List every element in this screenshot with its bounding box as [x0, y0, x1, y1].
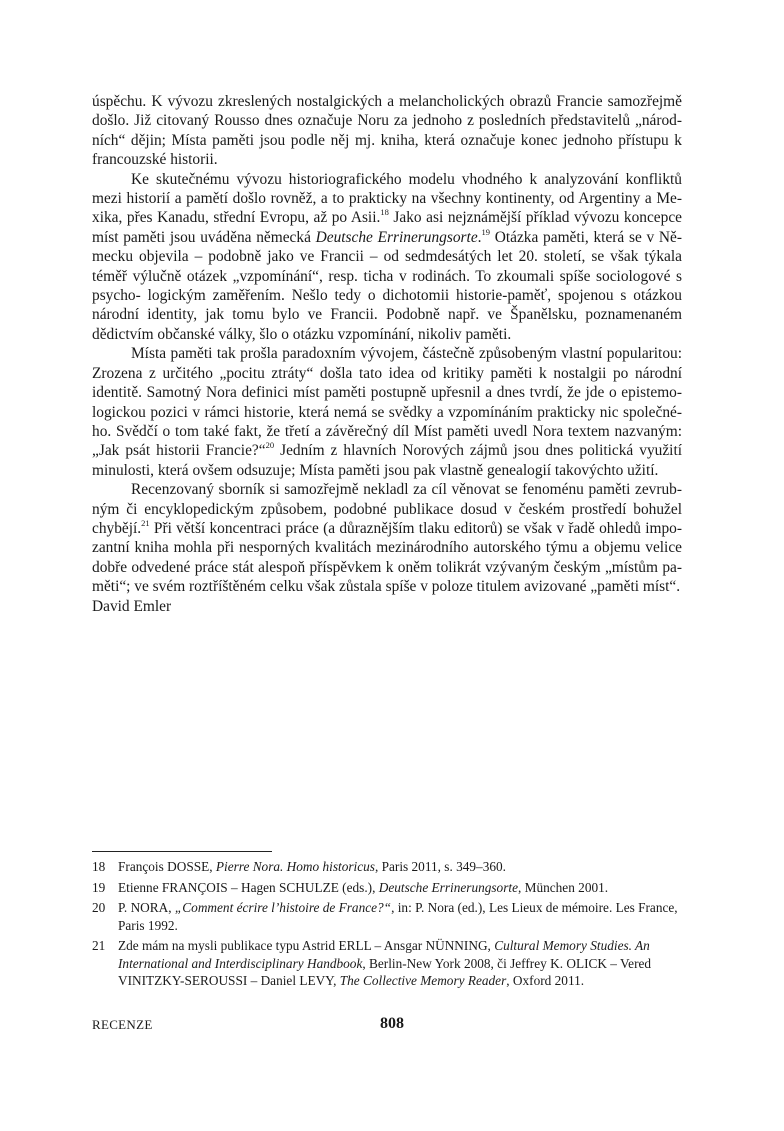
- footnote: [92, 899, 682, 934]
- text-run: identitě. Samotný Nora definici míst paměti postupně upřesnil a dnes tvrdí, že jde o epistemo-: [92, 384, 682, 402]
- text-run: dobře odvedené práce stát alespoň příspěvkem k oněm tolikrát vzývaným českým „místům pa-: [92, 558, 682, 576]
- footnote-text: [118, 858, 682, 876]
- page-number: 808: [380, 1015, 404, 1032]
- paragraph: [92, 480, 682, 596]
- footnote-number: 20: [92, 900, 106, 915]
- footnote-text: [118, 937, 682, 990]
- footnote-ref: 21: [141, 517, 150, 528]
- text-run: P. NORA,: [118, 900, 175, 915]
- footnote-text: [118, 879, 682, 897]
- paragraph: [92, 92, 682, 170]
- footnote-number: 18: [92, 859, 106, 874]
- section-label: RECENZE: [92, 1017, 153, 1032]
- text-run: minulosti, která ovšem odsuzuje; Místa paměti jsou pak vlastně genealogií takovýchto užití.: [92, 461, 659, 479]
- text-run: „Jak psát historii Francie?“: [92, 442, 266, 460]
- footnote-ref: 20: [265, 440, 275, 451]
- text-run: .: [477, 228, 482, 246]
- text-run: Jedním z hlavních Norových zájmů jsou dnes politická využití: [274, 442, 683, 460]
- paragraph: [92, 170, 682, 345]
- text-run: ních“ dějin; Místa paměti jsou podle něj mj. kniha, která označuje konec jednoho přístupu: [92, 131, 669, 149]
- footnote: [92, 879, 682, 897]
- italic-text: International and Interdisciplinary Handbook: [118, 955, 363, 971]
- text-run: Zrozena z určitého „pocitu ztráty“ došla tato idea od kritiky paměti k nostalgii po národní: [92, 364, 682, 382]
- footnote-number: 21: [92, 938, 106, 953]
- text-run: Jako asi nejznámější příklad vývozu koncepce: [388, 209, 682, 227]
- footnote-number: 19: [92, 879, 106, 895]
- text-run: logickým zaměřením. Nešlo tedy o dichotomii historie-paměť, spojenou s otázkou národní: [92, 287, 682, 324]
- text-run: Při větší koncentraci práce (a důraznějším tlaku editorů) se však v řadě ohledů impo-: [149, 519, 682, 537]
- text-run: , München 2001.: [517, 879, 609, 895]
- paragraph: [92, 344, 682, 480]
- italic-text: Deutsche Errinerungsorte: [378, 879, 518, 895]
- footnotes: [92, 858, 682, 993]
- text-run: , in: P. Nora (ed.), Les Lieux de mémoire. Les France,: [391, 900, 678, 915]
- text-run: měti“; ve svém roztříštěném celku však zůstala spíše v poloze titulem avizované „paměti míst“.: [92, 578, 681, 596]
- text-run: míst paměti jsou uváděna německá: [92, 228, 316, 246]
- text-run: Zde mám na mysli publikace typu Astrid ERLL – Ansgar NÜNNING,: [118, 938, 495, 953]
- footnote-ref: 19: [481, 226, 491, 237]
- italic-text: Pierre Nora. Homo historicus: [215, 859, 375, 874]
- text-run: ho. Svědčí o tom také fakt, že třetí a závěrečný díl Míst paměti uvedl Nora textem nazvaným:: [92, 422, 682, 440]
- text-run: mecku objevila – podobně jako ve Francii – od sedmdesátých let 20. století, se však týkala téměř: [92, 248, 682, 285]
- footnote-separator: [92, 851, 272, 852]
- text-run: k francouzské historii.: [92, 131, 682, 169]
- text-run: došlo. Již citovaný Rousso dnes označuje Noru za jednoho z posledních představitelů „národ-: [92, 112, 682, 130]
- text-run: identity, jak tomu bylo ve Francii. Podobně např. ve Španělsku, poznamenaném dědictvím: [92, 306, 682, 343]
- text-run: Místa paměti tak prošla paradoxním vývojem, částečně způsobeným vlastní popularitou:: [131, 345, 682, 363]
- footnote-ref: 18: [380, 207, 389, 218]
- footnote-text: [118, 899, 682, 934]
- text-run: chybějí.: [92, 519, 142, 537]
- text-run: xika, přes Kanadu, střední Evropu, až po Asii.: [92, 209, 381, 227]
- text-run: mezi historií a pamětí došlo rovněž, a to prakticky na všechny kontinenty, od Argentiny a Me-: [92, 190, 682, 208]
- text-run: výlučně otázek „vzpomínání“, resp. ticha v rodinách. To zkoumali spíše sociologové s psycho-: [92, 267, 682, 305]
- italic-text: The Collective Memory Reader: [339, 973, 507, 988]
- text-run: Ke skutečnému vývozu historiografického modelu vhodného k analyzování konfliktů: [131, 170, 682, 188]
- italic-text: Cultural Memory Studies. An: [494, 938, 650, 953]
- text-run: Etienne FRANÇOIS – Hagen SCHULZE (eds.),: [118, 879, 379, 895]
- text-run: logickou pozici v rámci historie, která nemá se svědky a vzpomínáním prakticky nic společné-: [92, 403, 682, 421]
- text-run: Paris 1992.: [118, 917, 178, 933]
- text-run: občanské války, šlo o otázku vzpomínání, nikoliv paměti.: [157, 325, 512, 343]
- author-signature: David Emler: [92, 597, 172, 615]
- footnote: [92, 858, 682, 876]
- footnote: [92, 937, 682, 990]
- italic-text: „Comment écrire l’histoire de France?“: [174, 900, 392, 915]
- text-run: ným či encyklopedickým způsobem, podobné publikace dosud v českém prostředí bohužel: [92, 500, 682, 518]
- text-run: Recenzovaný sborník si samozřejmě nekladl za cíl věnovat se fenoménu paměti zevrub-: [131, 481, 682, 499]
- text-run: , Oxford 2011.: [506, 973, 585, 988]
- text-run: zantní kniha mohla při nesporných kvalitách mezinárodního autorského týmu a objemu velice: [92, 539, 682, 557]
- text-run: VINITZKY-SEROUSSI – Daniel LEVY,: [118, 973, 340, 988]
- italic-text: Deutsche Errinerungsorte: [315, 228, 478, 246]
- article-body: [92, 92, 682, 616]
- text-run: , Berlin-New York 2008, či Jeffrey K. OLICK – Vered: [362, 955, 652, 971]
- text-run: , Paris 2011, s. 349–360.: [374, 859, 506, 874]
- text-run: úspěchu. K vývozu zkreslených nostalgických a melancholických obrazů Francie samozřejmě: [92, 93, 682, 110]
- text-run: François DOSSE,: [118, 859, 216, 874]
- text-run: Otázka paměti, která se v Ně-: [490, 228, 682, 246]
